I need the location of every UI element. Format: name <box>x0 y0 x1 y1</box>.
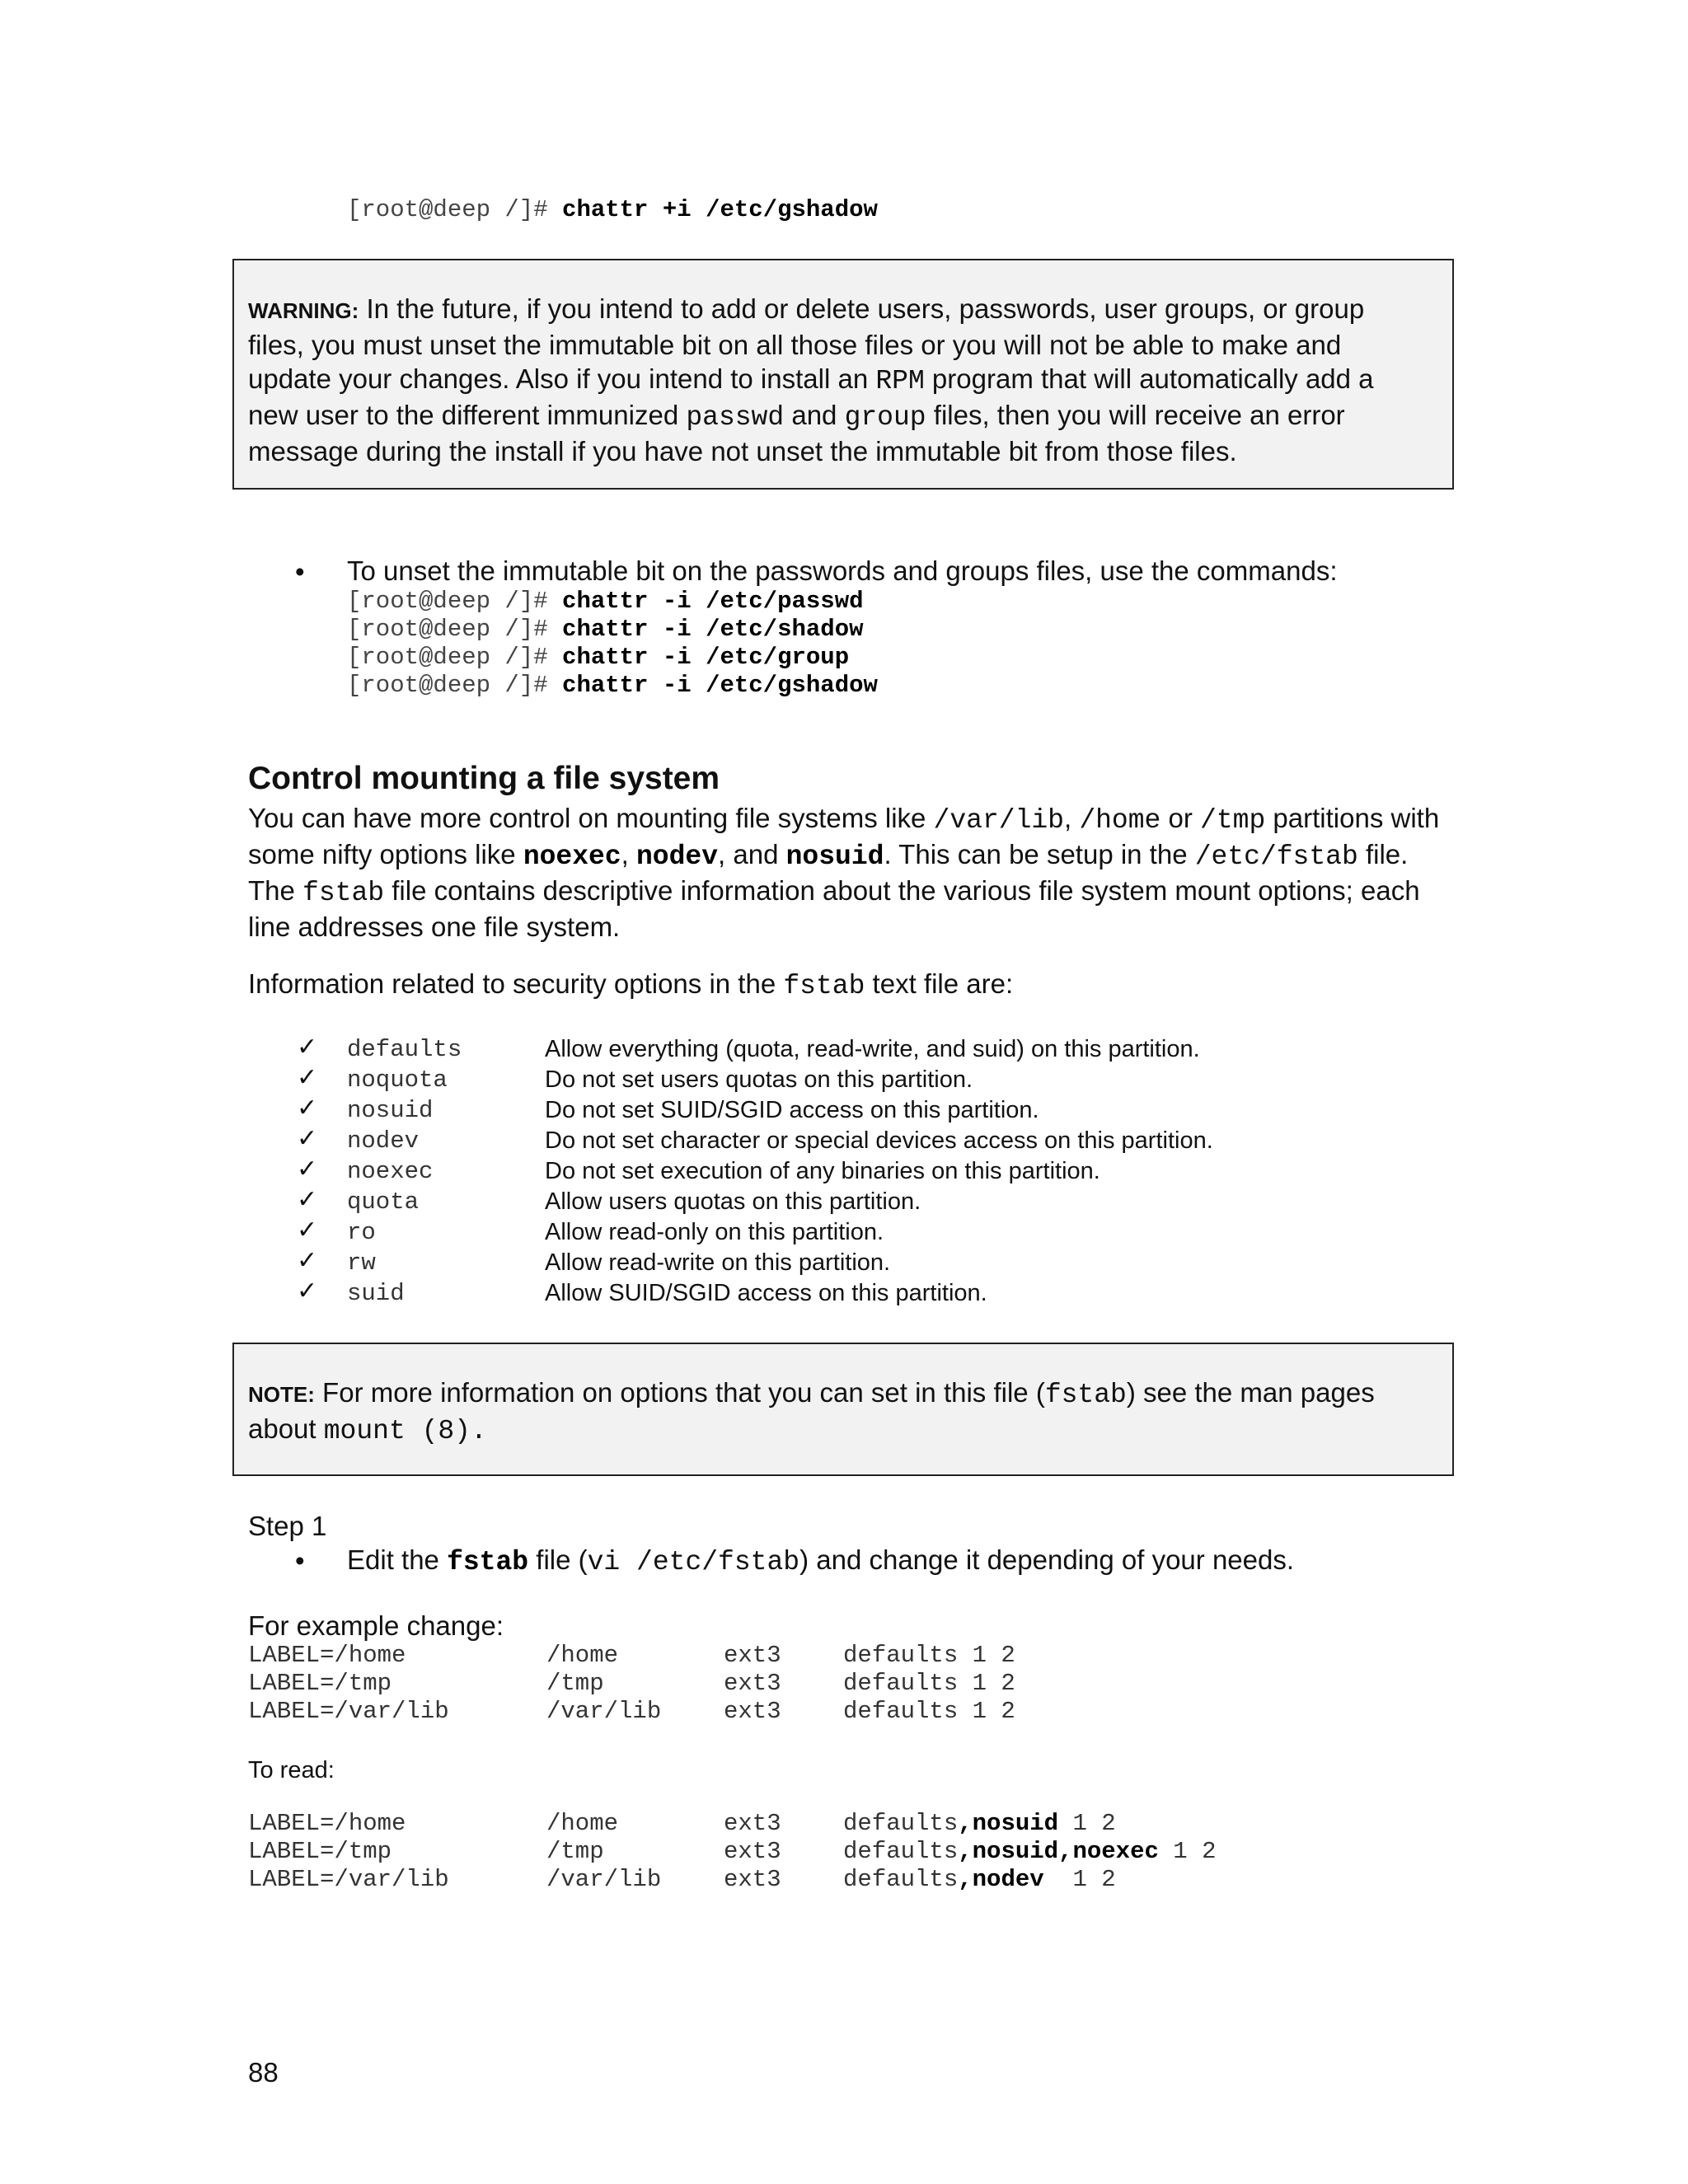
unset-instruction: To unset the immutable bit on the passwords and groups files, use the commands: <box>347 555 1338 586</box>
document-page: [root@deep /]# chattr +i /etc/gshadow WARNING: In the future, if you intend to add or delete users, passwords, user groups, or group files, you must unset the immutable bit on all those files or you will not be able to make and update your changes. Also if you intend to install an RPM program that will automatically add a new user to the different immunized passwd and group files, then you will receive an error message during the install if you have not unset the immutable bit from those files. • To unset the immutable bit on the passwords and groups files, use the commands: [root@deep /]# chattr -i /etc/passwd [root@deep /]# chattr -i /etc/shadow [root@deep /]# chattr -i /etc/group [root@deep /]# chattr -i /etc/gshadow Control mounting a file system You can have more control on mounting file systems like /var/lib, /home or /tmp partitions with some nifty options like noexec, nodev, and nosuid. This can be setup in the /etc/fstab file. The fstab file contains descriptive information about the various file system mount options; each line addresses one file system. Information related to security options in the fstab text file are: ✓ defaults Allow everything (quota, read-write, and suid) on this partition. ✓ noquota Do not set users quotas on this partition. ✓ nosuid Do not set SUID/SGID access on this partition. ✓ nodev Do not set character or special devices access on this partition. ✓ noexec Do not set execution of any binaries on this partition. ✓ quota Allow users quotas on this partition. ✓ ro Allow read-only on this partition. ✓ rw Allow read-write on this partition. ✓ suid Allow SUID/SGID access on this partition. NOTE: For more information on options that you can set in this file (fstab) see the man pages about mount (8). Step 1 • Edit the fstab file (vi /etc/fstab) and change it depending of your needs. For example change: LABEL=/home /home ext3 defaults 1 2 LABEL=/tmp /tmp ext3 defaults 1 2 LABEL=/var/lib /var/lib ext3 defaults 1 2 To read: LABEL=/home /home ext3 defaults,nosuid 1 2 LABEL=/tmp /tmp ext3 defaults,nosuid,noexec 1 2 LABEL=/var/lib /var/lib ext3 defaults,nodev 1 2 88 <box>0 0 1688 2184</box>
check-icon: ✓ <box>297 1094 318 1122</box>
check-icon: ✓ <box>297 1124 318 1153</box>
section-paragraph: You can have more control on mounting file systems like /var/lib, /home or /tmp partitions with some nifty options like noexec, nodev, and nosuid. This can be setup in the /etc/fstab file. The fstab file contains descriptive information about the various file system mount options; each line addresses one file system. <box>248 803 1440 942</box>
note-box <box>232 1343 1454 1476</box>
example-label: For example change: <box>248 1610 504 1641</box>
command-line: [root@deep /]# chattr -i /etc/gshadow <box>347 672 878 699</box>
check-icon: ✓ <box>297 1216 318 1244</box>
warning-text: WARNING: In the future, if you intend to add or delete users, passwords, user groups, or group files, you must unset the immutable bit on all those files or you will not be able to make and update your changes. Also if you intend to install an RPM program that will automatically add a new user to the different immunized passwd and group files, then you will receive an error message during the install if you have not unset the immutable bit from those files. <box>248 293 1374 466</box>
command-line: [root@deep /]# chattr -i /etc/shadow <box>347 616 864 643</box>
note-text: NOTE: For more information on options that you can set in this file (fstab) see the man pages about mount (8). <box>248 1377 1375 1446</box>
warning-label: WARNING: <box>248 298 359 323</box>
unset-bullet-marker: • <box>295 556 305 587</box>
to-read-label: To read: <box>248 1757 335 1783</box>
command-line: [root@deep /]# chattr -i /etc/group <box>347 644 850 671</box>
step-bullet-marker: • <box>295 1545 305 1576</box>
warning-box <box>232 259 1454 490</box>
note-label: NOTE: <box>248 1382 315 1407</box>
shell-command: chattr +i /etc/gshadow <box>562 196 878 223</box>
shell-prompt: [root@deep /]# <box>347 196 548 223</box>
check-icon: ✓ <box>297 1246 318 1275</box>
check-icon: ✓ <box>297 1185 318 1214</box>
step-instruction: Edit the fstab file (vi /etc/fstab) and change it depending of your needs. <box>347 1544 1295 1577</box>
check-icon: ✓ <box>297 1063 318 1092</box>
check-icon: ✓ <box>297 1033 318 1062</box>
check-icon: ✓ <box>297 1277 318 1305</box>
command-line: [root@deep /]# chattr -i /etc/passwd <box>347 588 864 615</box>
page-number: 88 <box>248 2057 279 2088</box>
options-intro: Information related to security options in the fstab text file are: <box>248 968 1014 1001</box>
step-title: Step 1 <box>248 1511 327 1541</box>
top-command-line <box>347 196 878 223</box>
check-icon: ✓ <box>297 1155 318 1183</box>
section-heading: Control mounting a file system <box>248 761 720 796</box>
